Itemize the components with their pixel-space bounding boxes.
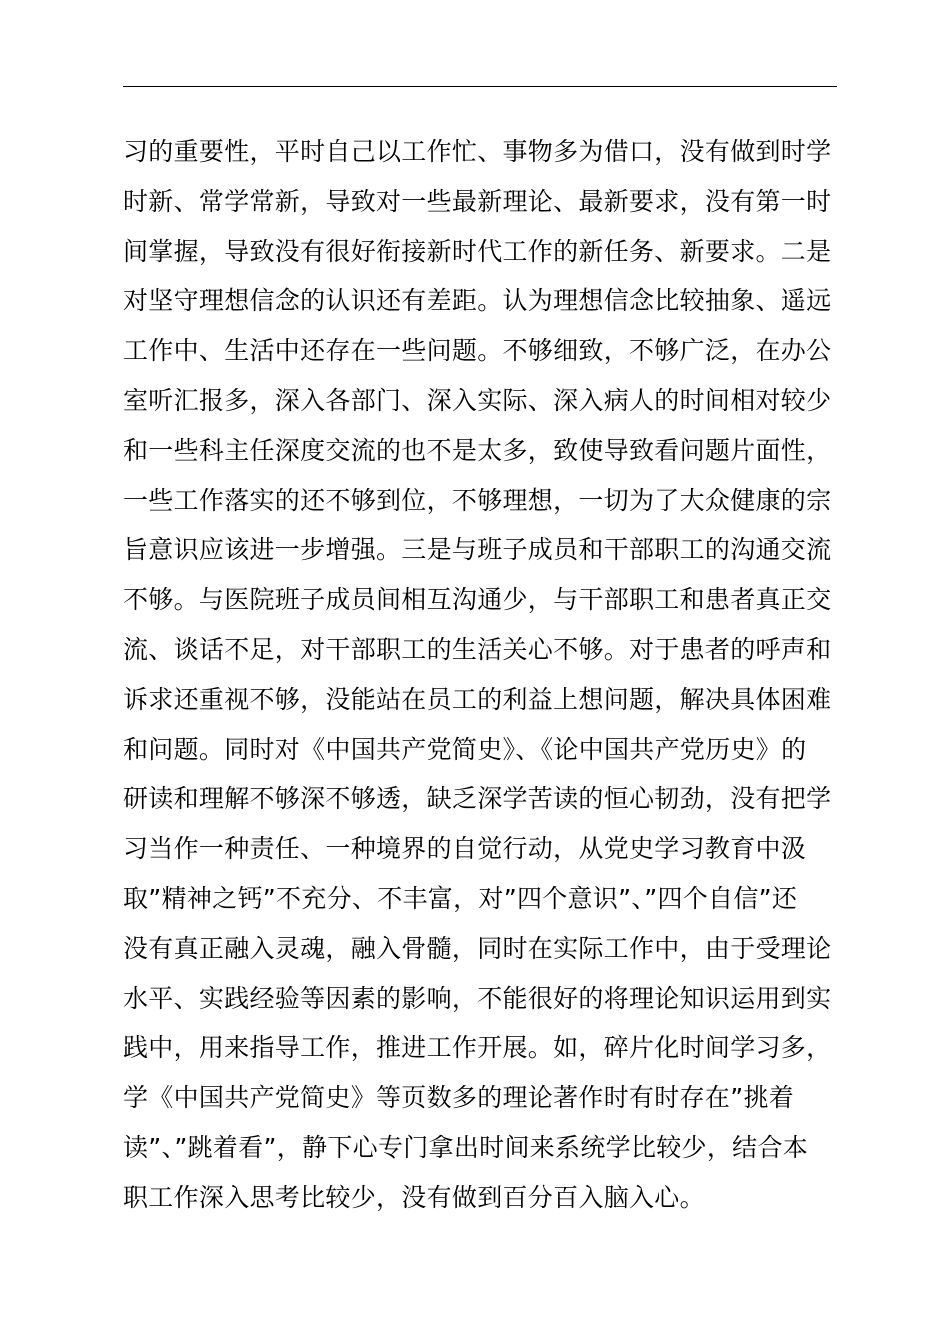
text-line: 习当作一种责任、一种境界的自觉行动，从党史学习教育中汲 [123, 834, 807, 864]
text-line: 诉求还重视不够，没能站在员工的利益上想问题，解决具体困难 [123, 684, 832, 714]
text-line: 水平、实践经验等因素的影响，不能很好的将理论知识运用到实 [123, 983, 832, 1013]
text-line: 时新、常学常新，导致对一些最新理论、最新要求，没有第一时 [123, 186, 832, 216]
text-line: 间掌握，导致没有很好衔接新时代工作的新任务、新要求。二是 [123, 236, 832, 266]
text-line: 习的重要性，平时自己以工作忙、事物多为借口，没有做到时学 [123, 137, 832, 166]
text-line: 研读和理解不够深不够透，缺乏深学苦读的恒心韧劲，没有把学 [123, 784, 832, 814]
text-line: 旨意识应该进一步增强。三是与班子成员和干部职工的沟通交流 [123, 535, 832, 565]
text-line: 读”、”跳着看”，静下心专门拿出时间来系统学比较少，结合本 [123, 1132, 809, 1162]
text-line: 没有真正融入灵魂，融入骨髓，同时在实际工作中，由于受理论 [123, 933, 832, 963]
text-line: 和一些科主任深度交流的也不是太多，致使导致看问题片面性， [123, 435, 832, 465]
text-line: 取”精神之钙”不充分、不丰富，对”四个意识”、”四个自信”还 [123, 883, 798, 913]
text-line: 流、谈话不足，对干部职工的生活关心不够。对于患者的呼声和 [123, 634, 832, 664]
text-line: 职工作深入思考比较少，没有做到百分百入脑入心。 [123, 1182, 705, 1212]
text-line: 室听汇报多，深入各部门、深入实际、深入病人的时间相对较少 [123, 385, 832, 415]
text-line: 对坚守理想信念的认识还有差距。认为理想信念比较抽象、遥远 [123, 286, 832, 316]
text-line: 和问题。同时对《中国共产党简史》、《论中国共产党历史》的 [123, 734, 807, 764]
header-rule [123, 86, 837, 87]
text-line: 学《中国共产党简史》等页数多的理论著作时有时存在”挑着 [123, 1083, 795, 1113]
text-line: 不够。与医院班子成员间相互沟通少，与干部职工和患者真正交 [123, 585, 832, 615]
text-line: 工作中、生活中还存在一些问题。不够细致，不够广泛，在办公 [123, 336, 832, 366]
text-line: 一些工作落实的还不够到位，不够理想，一切为了大众健康的宗 [123, 485, 832, 515]
body-paragraph [123, 127, 853, 1223]
text-line: 践中，用来指导工作，推进工作开展。如，碎片化时间学习多， [123, 1033, 832, 1063]
